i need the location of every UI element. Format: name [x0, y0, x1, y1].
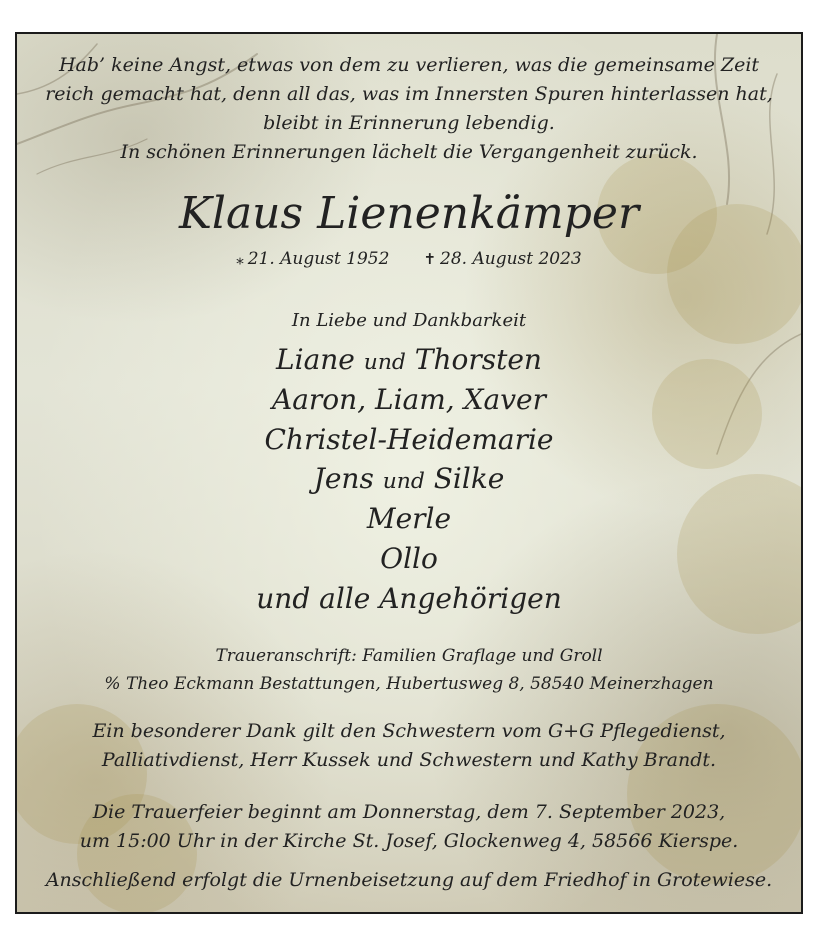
death-cross-icon: ✝: [423, 250, 437, 268]
birth-star-icon: ⁎: [236, 250, 244, 268]
mourner-connector: und: [363, 350, 406, 375]
mourners-intro: In Liebe und Dankbarkeit: [291, 310, 527, 331]
obituary-card: [15, 32, 803, 914]
ceremony-line-2: um 15:00 Uhr in der Kirche St. Josef, Glockenweg 4, 58566 Kierspe.: [79, 830, 739, 852]
mourner-row-6: Ollo: [380, 542, 438, 575]
deceased-name: Klaus Lienenkämper: [179, 188, 639, 239]
address-line-1: Traueranschrift: Familien Graflage und Groll: [215, 646, 603, 666]
ceremony-line-3: Anschließend erfolgt die Urnenbeisetzung auf dem Friedhof in Grotewiese.: [45, 869, 773, 891]
obituary-content: [17, 34, 801, 912]
mourner-row-3: Christel-Heidemarie: [264, 423, 554, 456]
thanks-line-1: Ein besonderer Dank gilt den Schwestern vom G+G Pflegedienst,: [92, 720, 726, 742]
mourner-row-7: und alle Angehörigen: [256, 582, 562, 615]
quote-line-4: In schönen Erinnerungen lächelt die Vergangenheit zurück.: [120, 141, 698, 163]
death-date: 28. August 2023: [440, 249, 582, 269]
mourner-connector: und: [382, 469, 425, 494]
address-line-2: % Theo Eckmann Bestattungen, Hubertusweg 8, 58540 Meinerzhagen: [104, 674, 714, 694]
quote-line-1: Hab’ keine Angst, etwas von dem zu verlieren, was die gemeinsame Zeit: [58, 54, 760, 76]
birth-date: 21. August 1952: [247, 249, 390, 269]
mourner-row-5: Merle: [366, 502, 452, 535]
ceremony-line-1: Die Trauerfeier beginnt am Donnerstag, dem 7. September 2023,: [92, 801, 726, 823]
mourner-row-1: [17, 340, 801, 383]
mourner-name: Thorsten: [414, 343, 542, 376]
mourner-row-2: Aaron, Liam, Xaver: [272, 383, 546, 416]
mourner-name: Liane: [276, 343, 355, 376]
quote-line-3: bleibt in Erinnerung lebendig.: [263, 112, 555, 134]
life-dates: [17, 248, 801, 270]
quote-line-2: reich gemacht hat, denn all das, was im Innersten Spuren hinterlassen hat,: [45, 83, 773, 105]
thanks-line-2: Palliativdienst, Herr Kussek und Schwestern und Kathy Brandt.: [101, 749, 717, 771]
mourner-name: Jens: [313, 462, 374, 495]
mourner-name: Silke: [433, 462, 505, 495]
mourner-row-4: [17, 459, 801, 502]
